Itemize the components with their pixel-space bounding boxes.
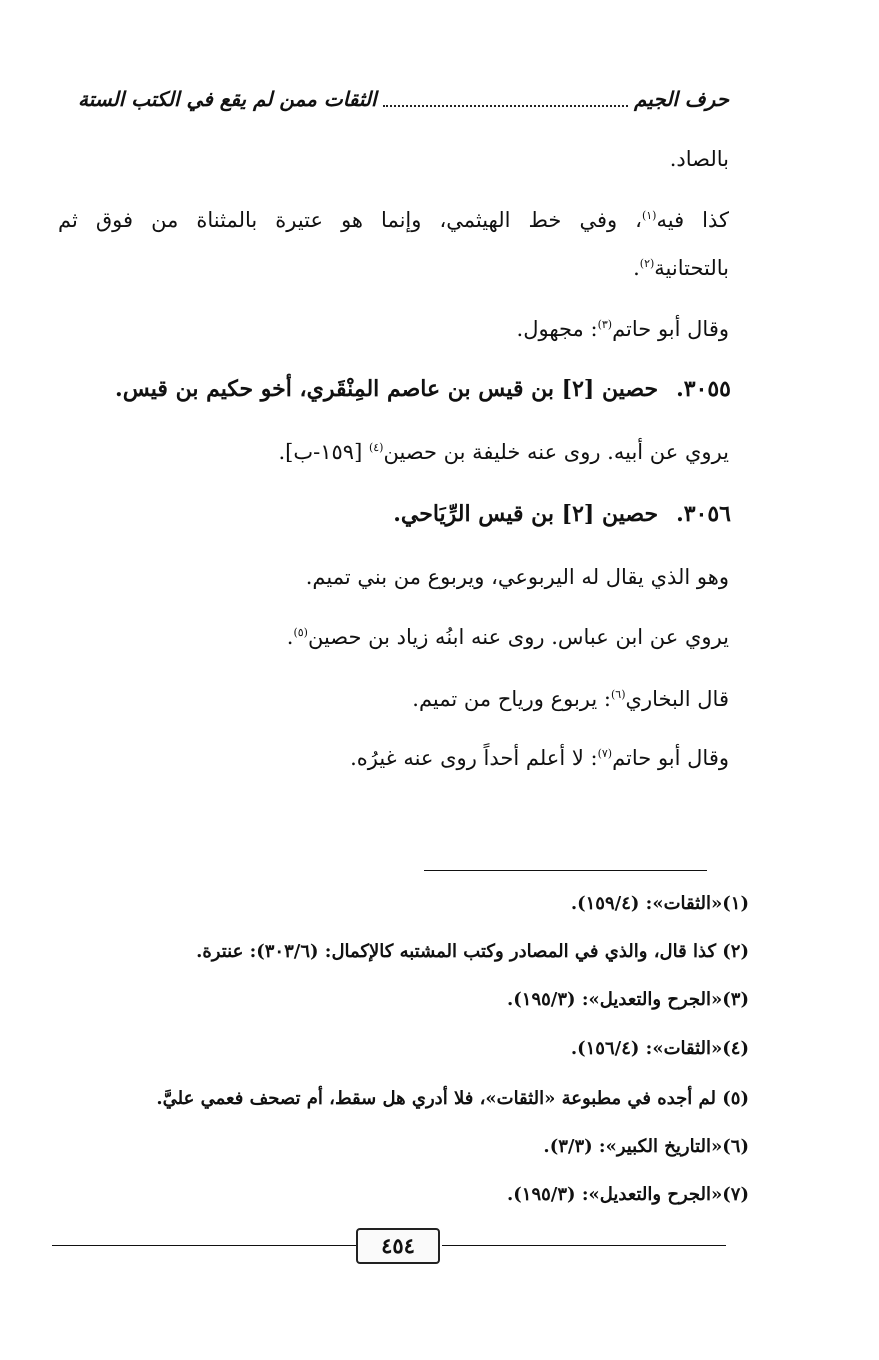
footnote: (١)«الثقات»: (١٥٩/٤). xyxy=(570,893,749,914)
text-line xyxy=(350,743,729,773)
header-book-title: الثقات ممن لم يقع في الكتب الستة xyxy=(78,87,377,111)
footnote: (٢) كذا قال، والذي في المصادر وكتب المشتبه كالإكمال: (٣٠٣/٦): عنترة. xyxy=(196,941,749,962)
text-span: ، وفي خط الهيثمي، وإنما هو عتيرة بالمثناة من فوق ثم xyxy=(58,208,642,232)
text-span: وقال أبو حاتم xyxy=(612,746,729,770)
footnote-marker: (٢) xyxy=(639,257,655,270)
footer-rule-right xyxy=(442,1245,726,1246)
footnote-separator xyxy=(424,870,707,871)
footnote: (٧)«الجرح والتعديل»: (١٩٥/٣). xyxy=(507,1184,749,1205)
footnote-marker: (٣) xyxy=(597,318,613,331)
footnote: (٤)«الثقات»: (١٥٦/٤). xyxy=(570,1038,749,1059)
entry-heading xyxy=(393,498,731,530)
text-span: [١٥٩-ب]. xyxy=(278,440,369,464)
footnote: (٣)«الجرح والتعديل»: (١٩٥/٣). xyxy=(507,989,749,1010)
page-number: ٤٥٤ xyxy=(356,1228,440,1264)
footnote-marker: (٤) xyxy=(368,441,384,454)
text-line xyxy=(287,622,729,652)
header-chapter: حرف الجيم xyxy=(634,87,729,111)
entry-number: ٣٠٥٥. xyxy=(676,376,731,402)
text-line xyxy=(670,144,729,174)
entry-number: ٣٠٥٦. xyxy=(676,501,731,527)
text-line xyxy=(412,684,729,714)
footer-rule-left xyxy=(52,1245,357,1246)
footnote-marker: (١) xyxy=(641,209,657,222)
running-header xyxy=(78,84,729,114)
text-span: : لا أعلم أحداً روى عنه غيرُه. xyxy=(350,746,598,770)
footnote-marker: (٧) xyxy=(597,747,613,760)
footnote: (٥) لم أجده في مطبوعة «الثقات»، فلا أدري هل سقط، أم تصحف فعمي عليَّ. xyxy=(156,1088,749,1109)
footnote-marker: (٦) xyxy=(611,688,626,701)
text-line xyxy=(58,205,729,235)
text-span: كذا فيه xyxy=(656,208,729,232)
text-line xyxy=(517,314,729,344)
text-span: . xyxy=(286,625,294,649)
entry-title: حصين [٢] بن قيس بن عاصم المِنْقَري، أخو حكيم بن قيس. xyxy=(115,376,659,402)
text-line xyxy=(633,253,729,283)
text-line xyxy=(278,437,729,467)
text-span: : مجهول. xyxy=(516,317,598,341)
text-span: وهو الذي يقال له اليربوعي، ويربوع من بني تميم. xyxy=(305,565,729,589)
text-span: قال البخاري xyxy=(625,687,729,711)
footnote: (٦)«التاريخ الكبير»: (٣/٣). xyxy=(543,1136,749,1157)
entry-heading xyxy=(115,373,731,405)
text-span: وقال أبو حاتم xyxy=(612,317,729,341)
text-span: : يربوع ورياح من تميم. xyxy=(412,687,611,711)
text-span: يروي عن ابن عباس. روى عنه ابنُه زياد بن حصين xyxy=(307,625,729,649)
text-span: يروي عن أبيه. روى عنه خليفة بن حصين xyxy=(383,440,729,464)
text-span: . xyxy=(633,256,640,280)
entry-title: حصين [٢] بن قيس الرِّيَاحي. xyxy=(393,501,659,527)
text-line xyxy=(306,562,729,592)
text-span: بالصاد. xyxy=(669,147,729,171)
header-dot-leader xyxy=(383,91,628,107)
footnote-marker: (٥) xyxy=(293,626,308,639)
text-span: بالتحتانية xyxy=(654,256,729,280)
